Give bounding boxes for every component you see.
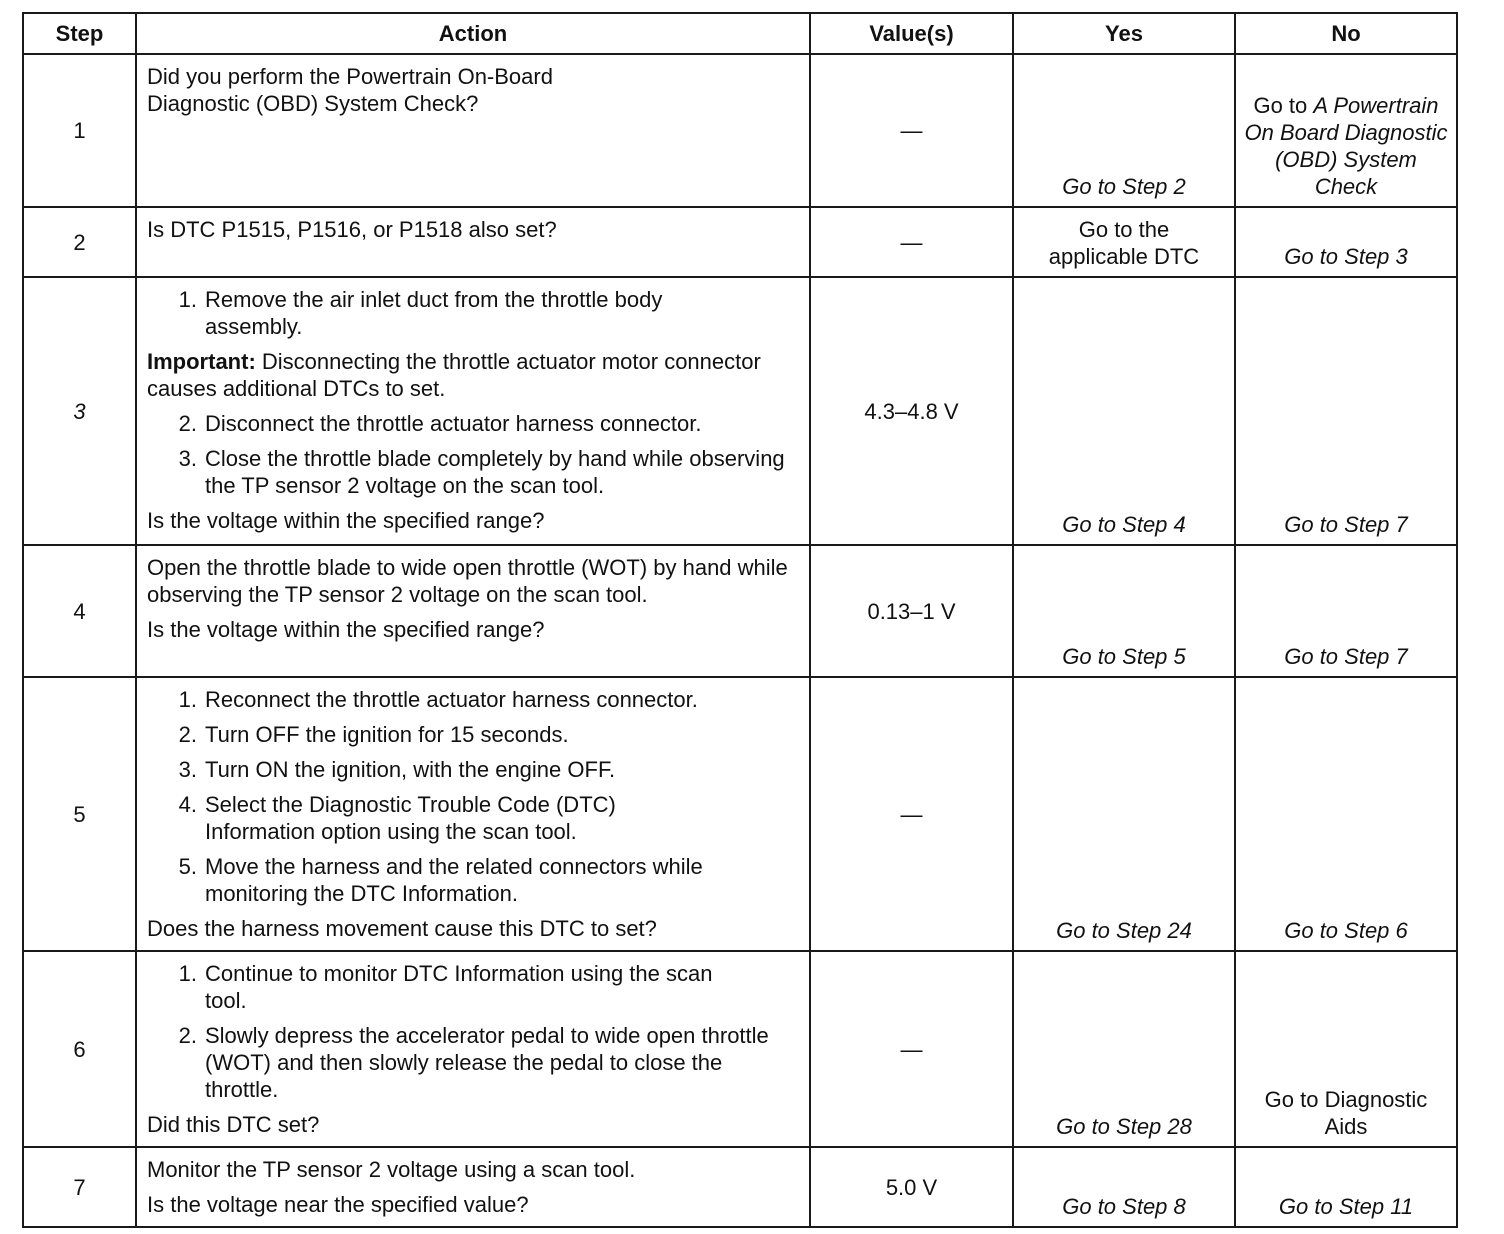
list-item (147, 960, 801, 1014)
item-text: Move the harness and the related connectors while monitoring the DTC Information. (205, 854, 703, 906)
item-number: 2. (178, 722, 197, 747)
step-number: 4 (23, 545, 136, 677)
action-question: Did this DTC set? (147, 1112, 320, 1137)
step-number: 7 (23, 1147, 136, 1227)
action-question: Is the voltage near the specified value? (147, 1192, 529, 1217)
item-text: Turn ON the ignition, with the engine OFF. (205, 757, 616, 782)
action-text: Did you perform the Powertrain On-Board Diagnostic (OBD) System Check? (147, 64, 553, 116)
action-cell (136, 207, 810, 277)
value-cell: 0.13–1 V (810, 545, 1013, 677)
item-number: 1. (178, 287, 197, 312)
list-item (147, 791, 801, 845)
diagnostic-table (22, 12, 1458, 1228)
important-text: Disconnecting the throttle actuator motor connector causes additional DTCs to set. (147, 349, 761, 401)
item-number: 2. (178, 411, 197, 436)
header-row (23, 13, 1457, 54)
table-row (23, 545, 1457, 677)
value-cell: — (810, 54, 1013, 207)
header-step: Step (23, 13, 136, 54)
item-text: Disconnect the throttle actuator harness connector. (205, 411, 702, 436)
step-number: 1 (23, 54, 136, 207)
value-cell: — (810, 207, 1013, 277)
item-text: Slowly depress the accelerator pedal to wide open throttle (WOT) and then slowly release the pedal to close the throttle. (205, 1023, 769, 1102)
list-item (147, 410, 801, 437)
list-item (147, 686, 801, 713)
table-row (23, 207, 1457, 277)
action-text: Is DTC P1515, P1516, or P1518 also set? (147, 217, 557, 242)
no-cell: Go to Step 11 (1235, 1147, 1457, 1227)
item-number: 4. (178, 792, 197, 817)
step-number: 6 (23, 951, 136, 1147)
item-number: 2. (178, 1023, 197, 1048)
item-number: 1. (178, 687, 197, 712)
item-number: 3. (178, 757, 197, 782)
no-cell: Go to Step 7 (1235, 277, 1457, 545)
table-row (23, 277, 1457, 545)
item-text: Close the throttle blade completely by hand while observing the TP sensor 2 voltage on the scan tool. (205, 446, 785, 498)
yes-cell: Go to Step 4 (1013, 277, 1235, 545)
step-number: 3 (23, 277, 136, 545)
header-values: Value(s) (810, 13, 1013, 54)
action-cell (136, 54, 810, 207)
table-row (23, 951, 1457, 1147)
list-item (147, 853, 801, 907)
header-yes: Yes (1013, 13, 1235, 54)
item-number: 3. (178, 446, 197, 471)
action-text: Open the throttle blade to wide open throttle (WOT) by hand while observing the TP sensor 2 voltage on the scan tool. (147, 555, 788, 607)
list-item (147, 445, 801, 499)
no-cell: Go to Step 7 (1235, 545, 1457, 677)
action-question: Is the voltage within the specified range? (147, 508, 545, 533)
yes-cell (1013, 207, 1235, 277)
action-question: Is the voltage within the specified range? (147, 617, 545, 642)
value-cell: 4.3–4.8 V (810, 277, 1013, 545)
no-text: Go to Diagnostic Aids (1264, 1087, 1428, 1139)
action-cell (136, 677, 810, 951)
yes-cell: Go to Step 28 (1013, 951, 1235, 1147)
step-number: 5 (23, 677, 136, 951)
table-row (23, 1147, 1457, 1227)
important-note (147, 348, 801, 402)
list-item (147, 756, 801, 783)
header-action: Action (136, 13, 810, 54)
value-cell: — (810, 677, 1013, 951)
step-number: 2 (23, 207, 136, 277)
item-number: 5. (178, 854, 197, 879)
item-text: Remove the air inlet duct from the throttle body assembly. (205, 287, 663, 339)
action-cell (136, 951, 810, 1147)
item-text: Continue to monitor DTC Information using the scan tool. (205, 961, 713, 1013)
item-text: Select the Diagnostic Trouble Code (DTC) Information option using the scan tool. (205, 792, 616, 844)
table-row (23, 677, 1457, 951)
no-cell: Go to Step 6 (1235, 677, 1457, 951)
list-item (147, 721, 801, 748)
header-no: No (1235, 13, 1457, 54)
action-question: Does the harness movement cause this DTC to set? (147, 916, 657, 941)
no-cell (1235, 54, 1457, 207)
action-text: Monitor the TP sensor 2 voltage using a scan tool. (147, 1157, 636, 1182)
yes-cell: Go to Step 24 (1013, 677, 1235, 951)
important-label: Important: (147, 349, 256, 374)
yes-cell: Go to Step 5 (1013, 545, 1235, 677)
no-cell (1235, 951, 1457, 1147)
action-cell (136, 277, 810, 545)
no-cell: Go to Step 3 (1235, 207, 1457, 277)
table-row (23, 54, 1457, 207)
item-number: 1. (178, 961, 197, 986)
value-cell: 5.0 V (810, 1147, 1013, 1227)
action-cell (136, 545, 810, 677)
item-text: Reconnect the throttle actuator harness connector. (205, 687, 698, 712)
yes-text: Go to the applicable DTC (1048, 217, 1200, 269)
yes-cell: Go to Step 2 (1013, 54, 1235, 207)
no-link: A Powertrain On Board Diagnostic (OBD) System Check (1244, 93, 1448, 199)
action-cell (136, 1147, 810, 1227)
value-cell: — (810, 951, 1013, 1147)
item-text: Turn OFF the ignition for 15 seconds. (205, 722, 569, 747)
list-item (147, 1022, 801, 1103)
list-item (147, 286, 801, 340)
no-prefix: Go to (1253, 93, 1314, 118)
yes-cell: Go to Step 8 (1013, 1147, 1235, 1227)
